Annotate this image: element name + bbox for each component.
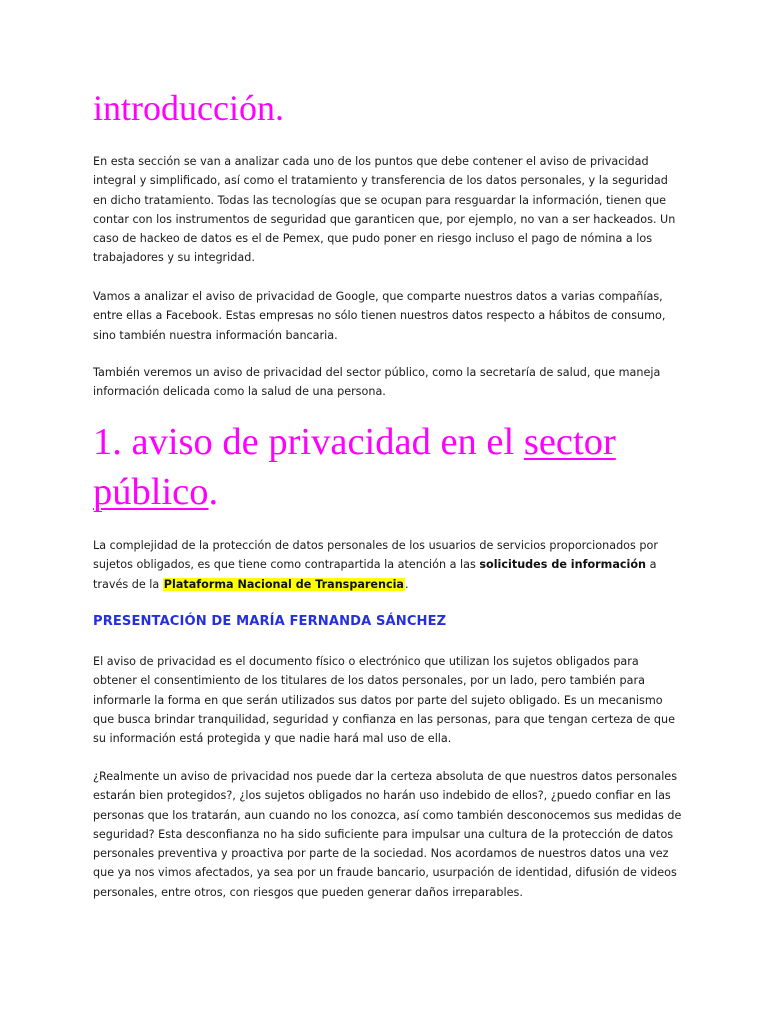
section-1-intro-text-3: . — [404, 577, 409, 591]
section-1-intro-paragraph — [93, 536, 683, 594]
presenter-heading: PRESENTACIÓN DE MARÍA FERNANDA SÁNCHEZ — [93, 614, 447, 629]
intro-paragraph-3: También veremos un aviso de privacidad del sector público, como la secretaría de salud, que maneja información delicada como la salud de una persona. — [93, 366, 661, 399]
intro-paragraph-1: En esta sección se van a analizar cada uno de los puntos que debe contener el aviso de privacidad integral y simplificado, así como el tratamiento y transferencia de los datos personales, y la seguridad en dicho tratamiento. Todas las tecnologías que se ocupan para resguardar la información, tienen que contar con los instrumentos de seguridad que garanticen que, por ejemplo, no van a ser hackeados. Un caso de hackeo de datos es el de Pemex, que pudo poner en riesgo incluso el pago de nómina a los trabajadores y su integridad. — [93, 155, 676, 265]
section-1-heading-suffix: . — [208, 471, 219, 513]
section-1-heading — [93, 417, 693, 517]
intro-paragraph-2: Vamos a analizar el aviso de privacidad de Google, que comparte nuestros datos a varias compañías, entre ellas a Facebook. Estas empresas no sólo tienen nuestros datos respecto a hábitos de consumo, sino también nuestra información bancaria. — [93, 290, 666, 342]
section-1-paragraph-2: ¿Realmente un aviso de privacidad nos puede dar la certeza absoluta de que nuestros datos personales estarán bien protegidos?, ¿los sujetos obligados no harán uso indebido de ellos?, ¿puedo confiar en las personas que los tratarán, aun cuando no los conozca, así como también desconocemos sus medidas de seguridad? Esta desconfianza no ha sido suficiente para impulsar una cultura de la protección de datos personales preventiva y proactiva por parte de la sociedad. Nos acordamos de nuestros datos una vez que ya nos vimos afectados, ya sea por un fraude bancario, usurpación de identidad, difusión de videos personales, entre otros, con riesgos que pueden generar daños irreparables. — [93, 770, 682, 899]
solicitudes-bold-text: solicitudes de información — [479, 558, 647, 572]
plataforma-highlighted-text: Plataforma Nacional de Transparencia — [163, 577, 404, 591]
intro-heading: introducción. — [93, 88, 284, 128]
sector-publico-link[interactable]: sector público — [93, 421, 616, 513]
section-1-paragraph-1: El aviso de privacidad es el documento físico o electrónico que utilizan los sujetos obligados para obtener el consentimiento de los titulares de los datos personales, por un lado, pero también para informarle la forma en que serán utilizados sus datos por parte del sujeto obligado. Es un mecanismo que busca brindar tranquilidad, seguridad y confianza en las personas, para que tengan certeza de que su información está protegida y que nadie hará mal uso de ella. — [93, 655, 676, 746]
section-1-intro-text-2: a través de la — [93, 558, 657, 591]
section-1-intro-text-1: La complejidad de la protección de datos personales de los usuarios de servicios proporcionados por sujetos obligados, es que tiene como contrapartida la atención a las — [93, 539, 658, 572]
section-1-heading-prefix: 1. aviso de privacidad en el — [93, 421, 524, 463]
